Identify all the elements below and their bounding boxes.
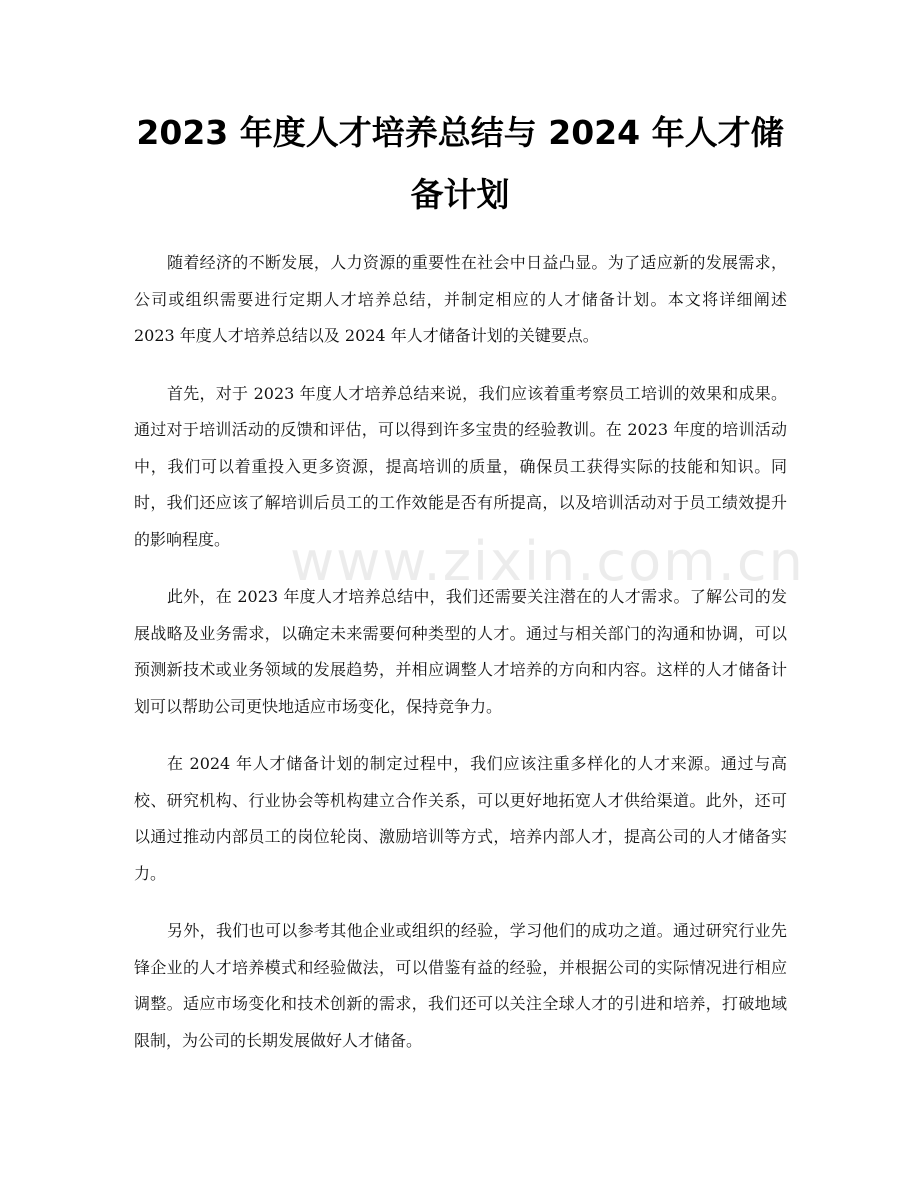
paragraph-2: 首先，对于 2023 年度人才培养总结来说，我们应该着重考察员工培训的效果和成果。通过对于培训活动的反馈和评估，可以得到许多宝贵的经验教训。在 2023 年度的培训活动中，我们可以着重投入更多资源，提高培训的质量，确保员工获得实际的技能和知识。同时，我们还应该了解培训后员工的工作效能是否有所提高，以及培训活动对于员工绩效提升的影响程度。 [134,383,787,549]
paragraph-5: 另外，我们也可以参考其他企业或组织的经验，学习他们的成功之道。通过研究行业先锋企业的人才培养模式和经验做法，可以借鉴有益的经验，并根据公司的实际情况进行相应调整。适应市场变化和技术创新的需求，我们还可以关注全球人才的引进和培养，打破地域限制，为公司的长期发展做好人才储备。 [134,921,787,1050]
paragraph-3: 此外，在 2023 年度人才培养总结中，我们还需要关注潜在的人才需求。了解公司的发展战略及业务需求，以确定未来需要何种类型的人才。通过与相关部门的沟通和协调，可以预测新技术或业务领域的发展趋势，并相应调整人才培养的方向和内容。这样的人才储备计划可以帮助公司更快地适应市场变化，保持竞争力。 [134,587,787,716]
paragraph-1: 随着经济的不断发展，人力资源的重要性在社会中日益凸显。为了适应新的发展需求，公司或组织需要进行定期人才培养总结，并制定相应的人才储备计划。本文将详细阐述 2023 年度人才培养总结以及 2024 年人才储备计划的关键要点。 [134,253,787,345]
watermark: www.zixin.com.cn [290,530,805,593]
paragraph-4: 在 2024 年人才储备计划的制定过程中，我们应该注重多样化的人才来源。通过与高校、研究机构、行业协会等机构建立合作关系，可以更好地拓宽人才供给渠道。此外，还可以通过推动内部员工的岗位轮岗、激励培训等方式，培养内部人才，提高公司的人才储备实力。 [134,754,787,883]
document-body [134,245,787,1080]
document-title: 2023 年度人才培养总结与 2024 年人才储备计划 [136,113,784,214]
